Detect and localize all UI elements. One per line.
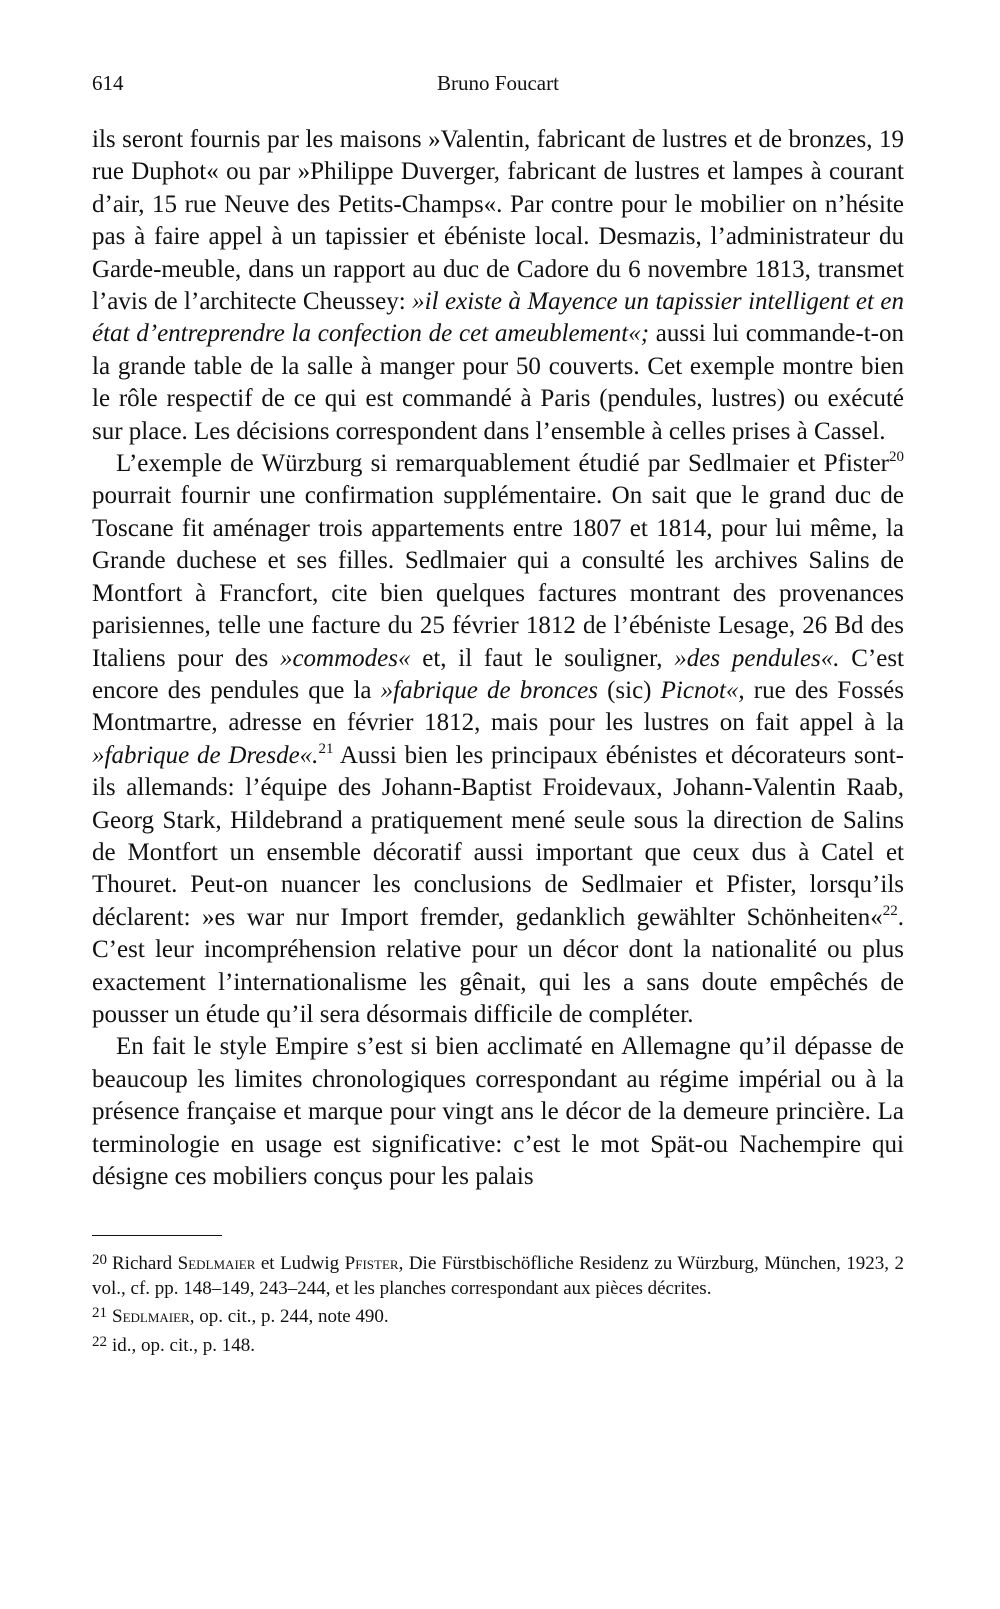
paragraph-2-text-e: (sic) bbox=[597, 676, 661, 704]
paragraph-1-text-a: ils seront fournis par les maisons »Valentin, fabricant de lustres et de bronzes, 19 rue Duphot« ou par »Philippe Duverger, fabricant de lustres et lampes à courant d’air, 15 rue Neuve des Petits-Champs«. Par contre pour le mobilier on n’hésite pas à faire appel à un tapissier et ébéniste local. Desmazis, l’administrateur du Garde-meuble, dans un rapport au duc de Cadore du 6 novembre 1813, transmet l’avis de l’architecte Cheussey: bbox=[92, 126, 904, 316]
footnote-20 bbox=[92, 1248, 904, 1301]
paragraph-2-text-h: . C’est leur incompréhension relative pour un décor dont la nationalité ou plus exactement l’internationalisme les gênait, qui les a sans doute empêchés de pousser un étude qu’il sera désormais difficile de compléter. bbox=[92, 903, 904, 1028]
paragraph-2-text-g: Aussi bien les principaux ébénistes et décorateurs sont-ils allemands: l’équipe des Johann-Baptist Froidevaux, Johann-Valentin Raab, Georg Stark, Hildebrand a pratiquement mené seule sous la direction de Salins de Montfort un ensemble décoratif aussi important que ceux dus à Catel et Thouret. Peut-on nuancer les conclusions de Sedlmaier et Pfister, lorsqu’ils déclarent: »es war nur Import fremder, gedanklich gewählter Schönheiten« bbox=[92, 741, 904, 931]
footnote-text: Richard bbox=[112, 1253, 173, 1275]
paragraph-2-italic-commodes: »commodes« bbox=[279, 644, 411, 672]
footnote-text: , op. cit., p. 244, note 490. bbox=[189, 1306, 389, 1328]
paragraph-2-italic-pendules: »des pendules«. bbox=[674, 644, 840, 672]
body-text bbox=[92, 124, 904, 1193]
paragraph-1-text-b: aussi lui commande-t-on la grande table de la salle à manger pour 50 couverts. Cet exemple montre bien le rôle respectif de ce qui est commandé à Paris (pendules, lustres) ou exécuté sur place. Les décisions correspondent dans l’ensemble à celles prises à Cassel. bbox=[92, 320, 905, 445]
footnote-text: id., op. cit., p. 148. bbox=[112, 1334, 256, 1356]
footnote-text: , Die Fürstbischöfliche Residenz zu Würzburg, München, 1923, 2 vol., cf. pp. 148–149, 243–244, et les planches correspondant aux pièces décrites. bbox=[92, 1253, 905, 1299]
paragraph-1 bbox=[92, 124, 904, 448]
footnote-ref-21[interactable]: 21 bbox=[318, 740, 334, 757]
running-header bbox=[92, 68, 904, 98]
footnote-text: et Ludwig bbox=[255, 1253, 345, 1275]
paragraph-2-italic-fabrique-bronces: »fabrique de bronces bbox=[380, 676, 598, 704]
footnote-ref-20[interactable]: 20 bbox=[889, 449, 904, 466]
running-title: Bruno Foucart bbox=[437, 71, 559, 95]
footnote-number: 21 bbox=[92, 1305, 107, 1322]
paragraph-2 bbox=[92, 448, 904, 1031]
footnote-divider bbox=[92, 1235, 222, 1236]
paragraph-2-italic-fabrique-dresde: »fabrique de Dresde«. bbox=[92, 741, 319, 769]
footnote-author-name: Sedlmaier bbox=[177, 1253, 256, 1275]
page-number: 614 bbox=[92, 71, 124, 95]
footnote-22 bbox=[92, 1330, 904, 1359]
paragraph-1-quote: »il existe à Mayence un tapissier intelligent et en état d’entreprendre la confection de cet ameublement«; bbox=[92, 288, 904, 348]
paragraph-2-text-b: pourrait fournir une confirmation supplémentaire. On sait que le grand duc de Toscane fit aménager trois appartements entre 1807 et 1814, pour lui même, la Grande duchese et ses filles. Sedlmaier qui a consulté les archives Salins de Montfort à Francfort, cite bien quelques factures montrant des provenances parisiennes, telle une facture du 25 février 1812 de l’ébéniste Lesage, 26 Bd des Italiens pour des bbox=[92, 482, 904, 672]
paragraph-2-text-a: L’exemple de Würzburg si remarquablement étudié par Sedlmaier et Pfister bbox=[116, 450, 889, 478]
paragraph-3: En fait le style Empire s’est si bien acclimaté en Allemagne qu’il dépasse de beaucoup les limites chronologiques correspondant au régime impérial ou à la présence française et marque pour vingt ans le décor de la demeure princière. La terminologie en usage est significative: c’est le mot Spät-ou Nachempire qui désigne ces mobiliers conçus pour les palais bbox=[92, 1033, 904, 1190]
footnote-number: 20 bbox=[92, 1252, 107, 1269]
paragraph-2-text-f: rue des Fossés Montmartre, adresse en février 1812, mais pour les lustres on fait appel à la bbox=[92, 676, 904, 737]
footnote-ref-22[interactable]: 22 bbox=[882, 902, 898, 919]
footnote-number: 22 bbox=[92, 1333, 107, 1350]
paragraph-2-text-c: et, il faut le souligner, bbox=[410, 644, 675, 672]
footnotes bbox=[92, 1248, 904, 1358]
footnote-author-name: Pfister bbox=[344, 1253, 399, 1275]
paragraph-2-text-d: C’est encore des pendules que la bbox=[92, 644, 904, 704]
footnote-21 bbox=[92, 1301, 904, 1330]
paragraph-2-italic-picnot: Picnot«, bbox=[660, 676, 745, 704]
footnote-author-name: Sedlmaier bbox=[112, 1306, 190, 1328]
